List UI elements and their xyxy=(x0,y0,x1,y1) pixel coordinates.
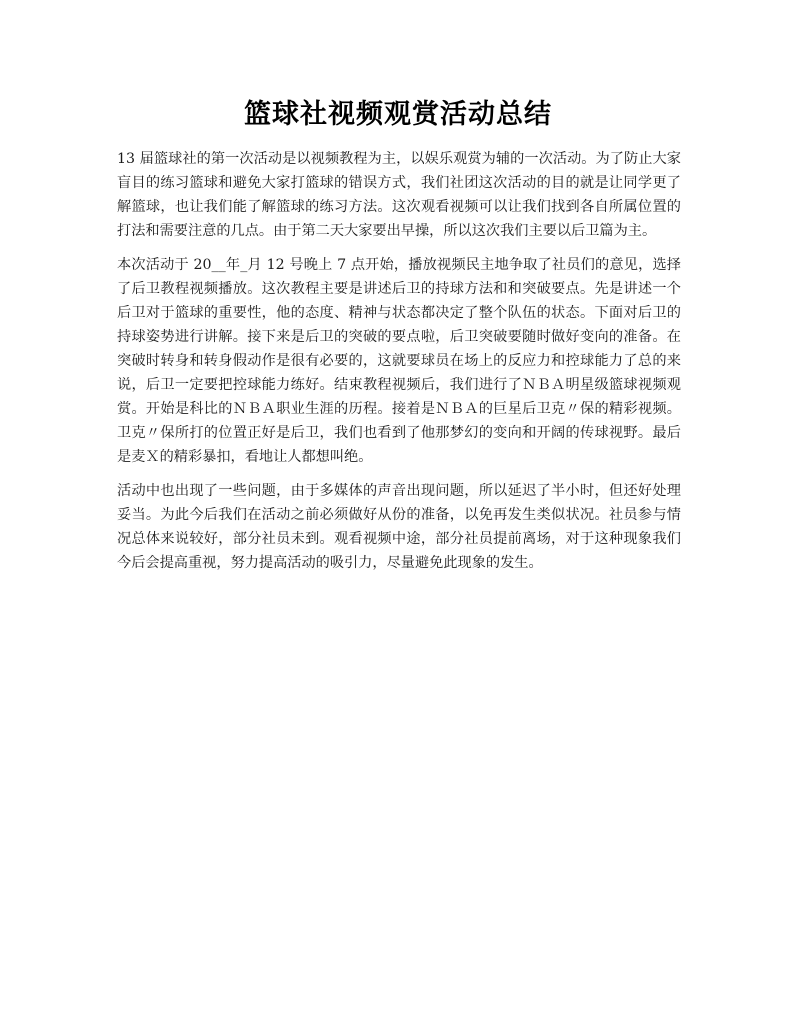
document-body xyxy=(117,147,681,585)
paragraph-3: 活动中也出现了一些问题，由于多媒体的声音出现问题，所以延迟了半小时，但还好处理妥当。为此今后我们在活动之前必须做好从份的准备，以免再发生类似状况。社员参与情况总体来说较好，部分社员未到。观看视频中途，部分社员提前离场，对于这种现象我们今后会提高重视，努力提高活动的吸引力，尽量避免此现象的发生。 xyxy=(117,483,681,571)
paragraph-2: 本次活动于 20__年_月 12 号晚上 7 点开始，播放视频民主地争取了社员们的意见，选择了后卫教程视频播放。这次教程主要是讲述后卫的持球方法和和突破要点。先是讲述一个后卫对于篮球的重要性，他的态度、精神与状态都决定了整个队伍的状态。下面对后卫的持球姿势进行讲解。接下来是后卫的突破的要点啦，后卫突破要随时做好变向的准备。在突破时转身和转身假动作是很有必要的，这就要球员在场上的反应力和控球能力了总的来说，后卫一定要把控球能力练好。结束教程视频后，我们进行了ＮＢＡ明星级篮球视频观赏。开始是科比的ＮＢＡ职业生涯的历程。接着是ＮＢＡ的巨星后卫克〃保的精彩视频。卫克〃保所打的位置正好是后卫，我们也看到了他那梦幻的变向和开阔的传球视野。最后是麦Ｘ的精彩暴扣，看地让人都想叫绝。 xyxy=(117,257,681,465)
paragraph-1: 13 届篮球社的第一次活动是以视频教程为主，以娱乐观赏为辅的一次活动。为了防止大家盲目的练习篮球和避免大家打篮球的错误方式，我们社团这次活动的目的就是让同学更了解篮球，也让我们能了解篮球的练习方法。这次观看视频可以让我们找到各自所属位置的打法和需要注意的几点。由于第二天大家要出早操，所以这次我们主要以后卫篇为主。 xyxy=(117,151,681,239)
document-title: 篮球社视频观赏活动总结 xyxy=(244,99,552,130)
